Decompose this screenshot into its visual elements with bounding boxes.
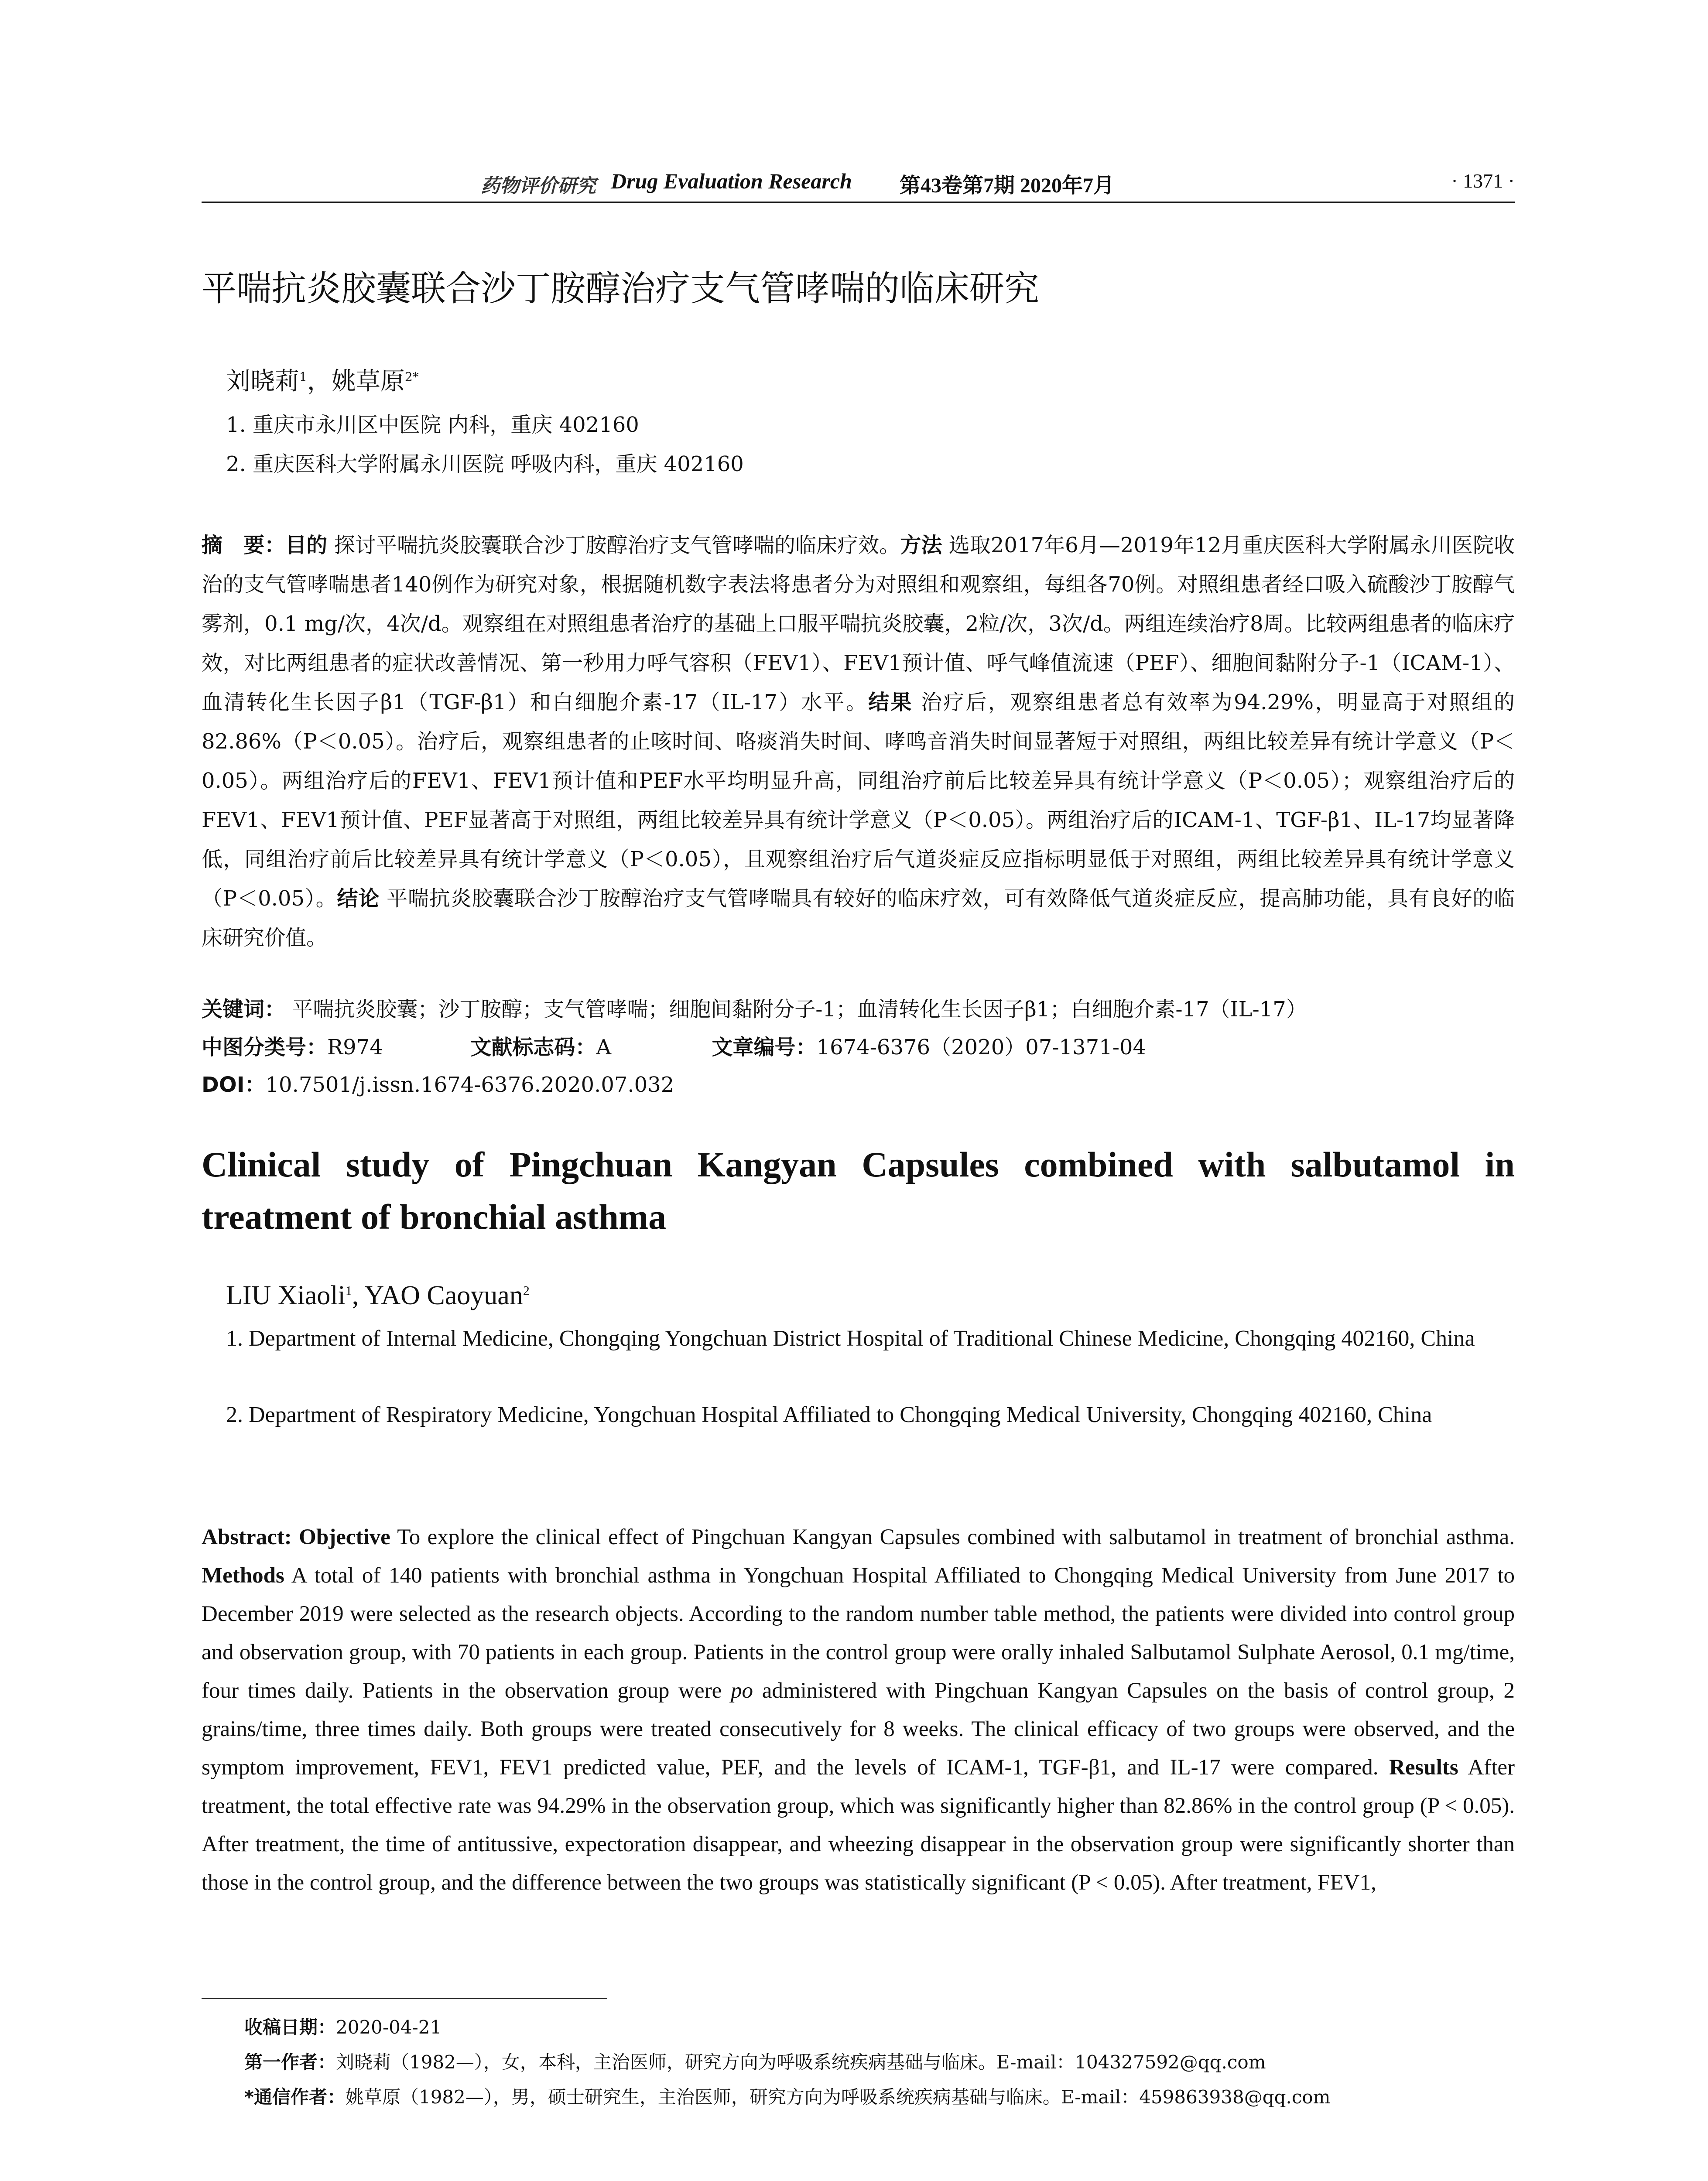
- conclusion-label: 结论: [337, 886, 380, 911]
- affiliation-marker: 1: [345, 1283, 352, 1298]
- author-name: 姚草原: [331, 367, 405, 396]
- article-number: 1674-6376（2020）07-1371-04: [816, 1035, 1146, 1060]
- journal-logo: 药物评价研究: [481, 175, 596, 197]
- methods-label: 方法: [900, 533, 942, 557]
- objective-label: 目的: [285, 533, 328, 557]
- author-name: YAO Caoyuan: [364, 1281, 523, 1310]
- doi-label: DOI：: [202, 1073, 266, 1097]
- results-label: 结果: [868, 690, 913, 714]
- corresponding-author-value: 姚草原（1982—），男，硕士研究生，主治医师，研究方向为呼吸系统疾病基础与临床。E-mail：459863938@qq.com: [345, 2086, 1331, 2108]
- chinese-authors: [226, 362, 419, 397]
- affiliation-marker: 1: [299, 369, 307, 384]
- chinese-title: 平喘抗炎胶囊联合沙丁胺醇治疗支气管哮喘的临床研究: [202, 268, 1039, 309]
- results-label: Results: [1389, 1755, 1458, 1780]
- received-value: 2020-04-21: [336, 2017, 442, 2038]
- objective-text: 探讨平喘抗炎胶囊联合沙丁胺醇治疗支气管哮喘的临床疗效。: [334, 533, 900, 557]
- english-affiliation-2: 2. Department of Respiratory Medicine, Yongchuan Hospital Affiliated to Chongqing Medical University, Chongqing 402160, China: [226, 1402, 1432, 1427]
- doi: 10.7501/j.issn.1674-6376.2020.07.032: [265, 1073, 674, 1097]
- corresponding-author-note: [244, 2083, 1330, 2109]
- header-rule: [202, 202, 1515, 203]
- clc-label: 中图分类号：: [202, 1035, 328, 1060]
- abstract-label: Abstract:: [202, 1525, 292, 1549]
- received-date: [244, 2013, 442, 2039]
- author-name: 刘晓莉: [226, 367, 299, 396]
- corresponding-author-label: *通信作者：: [244, 2086, 346, 2108]
- author-separator: ，: [307, 367, 332, 396]
- methods-text-continued: administered with Pingchuan Kangyan Capsules on the basis of control group, 2 grains/time, three times daily. Both groups were treated consecutively for 8 weeks. The clinical efficacy of two groups were observed, and the symptom improvement, FEV1, FEV1 predicted value, PEF, and the levels of ICAM-1, TGF-β1, and IL-17 were compared.: [202, 1678, 1515, 1780]
- affiliation-marker: 2*: [404, 369, 419, 384]
- classification-line: [202, 1030, 1146, 1060]
- author-name: LIU Xiaoli: [226, 1281, 346, 1310]
- chinese-abstract: [202, 526, 1515, 957]
- first-author-label: 第一作者：: [244, 2051, 336, 2073]
- english-title: Clinical study of Pingchuan Kangyan Capsules combined with salbutamol in treatment of bronchial asthma: [202, 1145, 1515, 1237]
- document-code: A: [596, 1035, 611, 1060]
- results-text: After treatment, the total effective rate was 94.29% in the observation group, which was significantly higher than 82.86% in the control group (P < 0.05). After treatment, the time of antitussive, expectoration disappear, and wheezing disappear in the observation group were significantly shorter than those in the control group, and the difference between the two groups was statistically significant (P < 0.05). After treatment, FEV1,: [202, 1755, 1515, 1895]
- footnote-rule: [202, 1998, 607, 1999]
- first-author-value: 刘晓莉（1982—），女，本科，主治医师，研究方向为呼吸系统疾病基础与临床。E-mail：104327592@qq.com: [336, 2051, 1266, 2073]
- first-author-note: [244, 2048, 1266, 2074]
- doi-line: [202, 1068, 674, 1098]
- keywords-label: 关键词：: [202, 997, 286, 1022]
- methods-text: 选取2017年6月—2019年12月重庆医科大学附属永川医院收治的支气管哮喘患者140例作为研究对象，根据随机数字表法将患者分为对照组和观察组，每组各70例。对照组患者经口吸入硫酸沙丁胺醇气雾剂，0.1 mg/次，4次/d。观察组在对照组患者治疗的基础上口服平喘抗炎胶囊，2粒/次，3次/d。两组连续治疗8周。比较两组患者的临床疗效，对比两组患者的症状改善情况、第一秒用力呼气容积（FEV1）、FEV1预计值、呼气峰值流速（PEF）、细胞间黏附分子-1（ICAM-1）、血清转化生长因子β1（TGF-β1）和白细胞介素-17（IL-17）水平。: [202, 533, 1515, 714]
- results-text: 治疗后，观察组患者总有效率为94.29%，明显高于对照组的82.86%（P＜0.05）。治疗后，观察组患者的止咳时间、咯痰消失时间、哮鸣音消失时间显著短于对照组，两组比较差异有统计学意义（P＜0.05）。两组治疗后的FEV1、FEV1预计值和PEF水平均明显升高，同组治疗前后比较差异具有统计学意义（P＜0.05）；观察组治疗后的FEV1、FEV1预计值、PEF显著高于对照组，两组比较差异具有统计学意义（P＜0.05）。两组治疗后的ICAM-1、TGF-β1、IL-17均显著降低，同组治疗前后比较差异具有统计学意义（P＜0.05），且观察组治疗后气道炎症反应指标明显低于对照组，两组比较差异具有统计学意义（P＜0.05）。: [202, 690, 1515, 911]
- article-number-label: 文章编号：: [712, 1035, 817, 1060]
- conclusion-text: 平喘抗炎胶囊联合沙丁胺醇治疗支气管哮喘具有较好的临床疗效，可有效降低气道炎症反应，提高肺功能，具有良好的临床研究价值。: [202, 886, 1515, 950]
- english-abstract: [202, 1518, 1515, 1902]
- english-affiliation-1: 1. Department of Internal Medicine, Chongqing Yongchuan District Hospital of Traditional Chinese Medicine, Chongqing 402160, China: [226, 1326, 1475, 1351]
- abstract-label: 摘 要：: [202, 533, 286, 557]
- po-abbreviation: po: [731, 1678, 753, 1703]
- page-number: · 1371 ·: [1451, 170, 1515, 192]
- chinese-affiliation-2: 2. 重庆医科大学附属永川医院 呼吸内科，重庆 402160: [226, 452, 744, 476]
- clc-code: R974: [327, 1035, 383, 1060]
- keywords-line: [202, 992, 1307, 1022]
- chinese-affiliation-1: 1. 重庆市永川区中医院 内科，重庆 402160: [226, 413, 639, 437]
- methods-text: A total of 140 patients with bronchial asthma in Yongchuan Hospital Affiliated to Chongqing Medical University from June 2017 to December 2019 were selected as the research objects. According to the random number table method, the patients were divided into control group and observation group, with 70 patients in each group. Patients in the control group were orally inhaled Salbutamol Sulphate Aerosol, 0.1 mg/time, four times daily. Patients in the observation group were: [202, 1563, 1515, 1703]
- received-label: 收稿日期：: [244, 2017, 336, 2038]
- author-separator: ,: [352, 1281, 365, 1310]
- english-authors: [226, 1280, 530, 1311]
- running-header: [202, 167, 1515, 202]
- objective-text: To explore the clinical effect of Pingchuan Kangyan Capsules combined with salbutamol in treatment of bronchial asthma.: [397, 1525, 1515, 1549]
- issue-info: 第43卷第7期 2020年7月: [900, 174, 1115, 197]
- keywords: 平喘抗炎胶囊；沙丁胺醇；支气管哮喘；细胞间黏附分子-1；血清转化生长因子β1；白细胞介素-17（IL-17）: [292, 997, 1307, 1022]
- objective-label: Objective: [299, 1525, 390, 1549]
- journal-name: Drug Evaluation Research: [611, 169, 852, 193]
- affiliation-marker: 2: [523, 1283, 530, 1298]
- methods-label: Methods: [202, 1563, 284, 1588]
- document-code-label: 文献标志码：: [470, 1035, 596, 1060]
